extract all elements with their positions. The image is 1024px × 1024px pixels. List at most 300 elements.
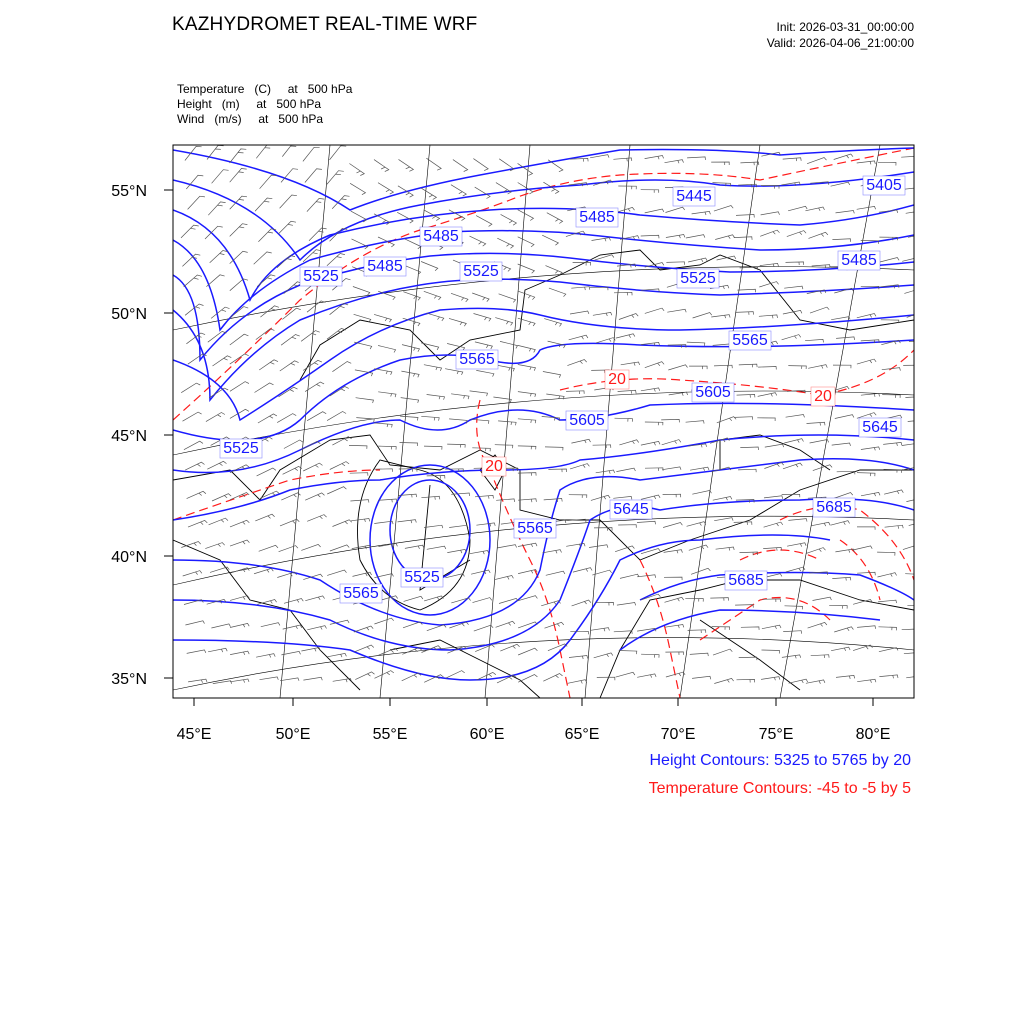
wind-barb — [614, 631, 632, 634]
wind-barb — [713, 497, 732, 501]
wind-barb — [615, 418, 633, 422]
wind-barb — [758, 393, 777, 397]
wind-barb — [784, 439, 803, 443]
wind-barb — [301, 331, 320, 342]
wind-barb — [877, 552, 895, 556]
wind-barb — [569, 335, 588, 340]
wind-barb — [741, 627, 759, 630]
wind-barb — [474, 314, 491, 322]
wind-barb — [829, 605, 847, 608]
lat-tick: 40°N — [111, 549, 147, 566]
height-contour-label: 5645 — [862, 419, 898, 436]
height-contour-label: 5565 — [459, 351, 495, 368]
wind-barb — [710, 598, 728, 601]
wind-barb — [400, 443, 418, 447]
wind-barb — [573, 568, 592, 572]
wind-barb — [332, 196, 349, 209]
lat-tick: 45°N — [111, 428, 147, 445]
wind-barb — [857, 359, 876, 364]
height-contour-label: 5565 — [343, 585, 379, 602]
wind-barb — [879, 675, 898, 678]
wind-barb — [303, 463, 322, 471]
wind-barb — [572, 600, 591, 606]
wind-barb — [836, 211, 855, 214]
wind-barb — [212, 170, 229, 184]
wind-barb — [402, 673, 421, 681]
wind-barb — [690, 467, 709, 471]
wind-barb — [645, 156, 664, 160]
wind-barb — [595, 602, 613, 605]
wind-barb — [805, 339, 823, 342]
wind-barb — [518, 446, 536, 450]
wind-barb — [476, 216, 492, 227]
wind-barb — [662, 440, 681, 445]
wind-barb — [736, 215, 754, 218]
wind-barb — [786, 567, 805, 572]
wind-barb — [589, 545, 608, 548]
wind-barb — [543, 550, 562, 554]
wind-barb — [258, 229, 276, 242]
wind-barb — [692, 676, 711, 679]
wind-barb — [327, 328, 346, 339]
wind-barb — [757, 418, 775, 421]
wind-barb — [471, 419, 489, 424]
wind-barb — [518, 648, 537, 655]
wind-barb — [764, 496, 783, 499]
wind-barb — [788, 206, 807, 211]
wind-barb — [645, 308, 664, 313]
wind-barb — [301, 544, 320, 550]
wind-barb — [784, 286, 803, 289]
wind-barb — [597, 677, 615, 680]
wind-barb — [714, 678, 733, 683]
wind-barb — [307, 198, 324, 211]
wind-barb — [882, 395, 900, 398]
temperature-legend: Temperature Contours: -45 to -5 by 5 — [648, 780, 911, 797]
wind-barb — [403, 318, 420, 326]
wind-barb — [230, 540, 249, 546]
wind-barb — [566, 391, 584, 394]
wind-barb — [475, 342, 493, 349]
wind-barb — [692, 211, 711, 215]
wind-barb — [591, 495, 610, 500]
wind-barb — [664, 550, 683, 554]
wind-barb — [303, 677, 322, 680]
wind-barb — [836, 675, 855, 679]
wind-barb — [806, 680, 825, 684]
wind-barb — [546, 266, 563, 275]
height-contour-label: 5525 — [463, 263, 499, 280]
wind-barb — [283, 466, 302, 474]
wind-barb — [301, 648, 320, 652]
wind-barb — [832, 239, 850, 242]
wind-barb — [205, 226, 223, 239]
wind-barb — [788, 519, 807, 522]
wind-barb — [688, 258, 707, 262]
wind-barb — [301, 441, 320, 450]
wind-barb — [687, 342, 705, 346]
wind-barb — [861, 393, 880, 396]
wind-barb — [641, 388, 660, 392]
chart-title: KAZHYDROMET REAL-TIME WRF — [172, 14, 478, 35]
wind-barb — [739, 364, 757, 367]
wind-barb — [518, 183, 533, 194]
wind-barb — [853, 546, 872, 550]
wind-barb — [786, 415, 805, 418]
wind-barb — [405, 239, 421, 249]
wind-barb — [333, 679, 352, 683]
wind-barb — [426, 158, 441, 170]
wind-barb — [327, 487, 346, 494]
wind-barb — [327, 570, 346, 575]
wind-barb — [740, 162, 758, 165]
temperature-contour-label: 20 — [485, 458, 503, 475]
wind-barb — [424, 446, 442, 450]
wind-barb — [427, 395, 445, 400]
wind-barb — [283, 625, 302, 629]
wind-barb — [662, 467, 681, 470]
wind-barb — [305, 596, 324, 601]
wind-barb — [374, 618, 393, 624]
wind-barb — [427, 313, 444, 321]
wind-barb — [758, 367, 776, 370]
height-legend: Height Contours: 5325 to 5765 by 20 — [649, 752, 911, 769]
wind-barb — [618, 186, 636, 189]
wind-barb — [208, 202, 225, 215]
wind-barb — [453, 160, 468, 172]
wind-barb — [619, 440, 638, 445]
wind-barb — [666, 672, 685, 677]
wind-barb — [518, 365, 536, 371]
wind-barb — [401, 398, 419, 403]
wind-barb — [186, 175, 203, 189]
wind-barb — [593, 312, 612, 316]
wind-barb — [834, 154, 853, 160]
wind-barb — [354, 314, 371, 322]
wind-barb — [645, 362, 664, 368]
wind-barb — [861, 492, 880, 496]
wind-barb — [714, 206, 733, 212]
wind-barb — [878, 600, 897, 603]
wind-barb — [906, 498, 925, 502]
wind-barb — [734, 237, 752, 240]
wind-barb — [714, 365, 732, 368]
wind-barb — [185, 462, 204, 470]
height-contour-label: 5525 — [303, 268, 339, 285]
wind-barb — [711, 315, 730, 319]
wind-barb — [284, 440, 303, 449]
wind-barb — [495, 445, 513, 449]
wind-barb — [230, 382, 249, 392]
wind-barb — [181, 225, 199, 238]
wind-barb — [567, 360, 586, 366]
wind-barb — [834, 627, 853, 632]
wind-barb — [309, 228, 327, 241]
height-contour-label: 5525 — [404, 569, 440, 586]
wind-barb — [616, 334, 635, 338]
wind-barb — [571, 439, 590, 443]
wind-barb — [902, 443, 921, 446]
wind-barb — [349, 164, 364, 176]
wind-barb — [277, 414, 296, 423]
wind-barb — [786, 262, 804, 265]
wind-barb — [280, 519, 299, 526]
wind-barb — [255, 514, 274, 521]
wind-barb — [857, 161, 876, 165]
wind-barb — [447, 444, 465, 448]
wind-barb — [518, 345, 536, 352]
wind-barb — [184, 275, 202, 287]
wind-barb — [257, 468, 276, 476]
wind-barb — [401, 371, 419, 377]
wind-barb — [759, 315, 778, 318]
wind-barb — [476, 523, 495, 527]
wind-barb — [181, 383, 200, 393]
wind-barb — [808, 365, 827, 369]
wind-barb — [614, 292, 632, 295]
height-contour-label: 5525 — [223, 440, 259, 457]
wind-barb — [499, 294, 516, 303]
wind-barb — [641, 235, 659, 238]
wind-barb — [476, 370, 494, 376]
temperature-contours — [173, 148, 914, 698]
wind-barb — [424, 596, 443, 601]
wind-barb — [909, 521, 928, 526]
temperature-contour-label: 20 — [814, 388, 832, 405]
wind-barb — [663, 494, 681, 497]
wind-barb — [258, 414, 277, 423]
wind-barb — [641, 441, 660, 445]
wind-barb — [279, 546, 298, 552]
wind-barb — [281, 335, 300, 346]
valid-time: Valid: 2026-04-06_21:00:00 — [766, 36, 914, 50]
wind-barb — [570, 311, 589, 314]
wind-barb — [378, 446, 396, 450]
wind-barb — [187, 650, 206, 654]
wind-barb — [857, 679, 876, 683]
lat-tick: 35°N — [111, 671, 147, 688]
wind-barb — [403, 292, 420, 301]
coastlines-borders — [173, 250, 914, 698]
wind-barb — [903, 544, 922, 550]
wind-barb — [500, 341, 518, 348]
wind-barb — [592, 238, 611, 242]
wind-barb — [260, 175, 277, 189]
wind-barb — [350, 500, 369, 503]
wind-barb — [759, 282, 778, 287]
wind-barb — [280, 195, 297, 208]
wind-barb — [885, 525, 904, 529]
wind-barb — [230, 651, 249, 655]
wind-barb — [546, 571, 565, 575]
wind-barb — [475, 187, 490, 198]
wind-barb — [303, 360, 322, 370]
wind-barb — [353, 287, 370, 296]
wind-barb — [230, 596, 249, 601]
wind-barb — [518, 473, 536, 476]
wind-barb — [789, 679, 808, 683]
wind-barb — [188, 520, 207, 527]
wind-barb — [184, 441, 203, 450]
wind-barb — [686, 421, 705, 424]
wind-barb — [470, 236, 486, 246]
wind-barb — [782, 335, 801, 340]
wind-barb — [788, 366, 806, 369]
wind-barb — [595, 255, 614, 260]
wind-barb — [500, 644, 519, 651]
wind-barb — [378, 392, 396, 397]
height-contour-label: 5485 — [841, 252, 877, 269]
wind-barb — [518, 570, 537, 574]
wind-barb — [617, 603, 636, 606]
wind-barb — [257, 600, 276, 605]
wind-barb — [737, 289, 755, 292]
wind-barb — [692, 490, 711, 494]
wind-barb — [207, 461, 226, 469]
wind-barb — [714, 518, 733, 521]
wind-barb — [449, 318, 466, 326]
wind-barb — [230, 493, 249, 500]
wind-barb — [327, 171, 344, 185]
wind-barb — [518, 419, 536, 423]
wind-barb — [591, 628, 610, 632]
wind-barb — [255, 383, 274, 393]
wind-barb — [518, 675, 537, 683]
wind-barb — [256, 654, 275, 658]
wind-barb — [783, 158, 802, 161]
wind-barb — [761, 212, 780, 215]
wind-barb — [810, 440, 829, 444]
wind-barb — [547, 213, 563, 224]
wind-barb — [374, 369, 392, 375]
wind-barb — [496, 499, 514, 502]
wind-barb — [518, 237, 534, 247]
wind-barb — [909, 341, 927, 345]
wind-barb — [831, 521, 850, 526]
wind-barb — [740, 447, 758, 450]
wind-barb — [619, 651, 637, 655]
wind-barb — [832, 443, 851, 446]
wind-barb — [185, 621, 204, 625]
wind-barb — [474, 625, 493, 631]
wind-barb — [906, 211, 925, 214]
wind-barb — [857, 527, 875, 530]
wind-barb — [616, 672, 635, 677]
wind-barb — [210, 251, 228, 263]
wind-barb — [209, 518, 228, 525]
wind-barb — [206, 413, 225, 422]
wind-barb — [686, 235, 705, 238]
wind-barb — [183, 412, 202, 421]
wind-barb — [424, 525, 443, 528]
wind-barb — [765, 444, 784, 447]
wind-barb — [687, 522, 706, 527]
wind-barb — [805, 207, 824, 211]
height-contour-label: 5485 — [423, 228, 459, 245]
wind-barb — [255, 198, 272, 211]
wind-barb — [737, 394, 755, 397]
wind-barb — [668, 365, 687, 370]
wind-barb — [570, 631, 588, 634]
wind-barb — [571, 287, 590, 290]
wind-barb — [568, 680, 587, 684]
wind-barb — [354, 626, 373, 632]
wind-barb — [616, 468, 635, 472]
wind-barb — [208, 648, 227, 652]
wind-barb — [666, 235, 685, 239]
wind-barb — [691, 568, 710, 574]
lon-tick: 80°E — [855, 726, 891, 743]
wind-barb — [878, 573, 897, 577]
wind-barb — [806, 548, 825, 554]
field-wind: Wind (m/s) at 500 hPa — [177, 112, 324, 126]
wind-barb — [738, 469, 756, 472]
wind-barb — [451, 185, 466, 196]
wind-barb — [230, 169, 247, 183]
lon-tick: 65°E — [564, 726, 600, 743]
wind-barb — [542, 235, 558, 245]
lat-tick: 55°N — [111, 183, 147, 200]
wind-barb — [424, 291, 441, 300]
wind-barb — [667, 309, 686, 312]
wind-barb — [570, 464, 589, 469]
wind-barb — [907, 312, 926, 318]
wind-barb — [645, 422, 663, 425]
wind-barb — [424, 365, 442, 371]
wind-barb — [518, 543, 537, 547]
wind-barb — [303, 147, 320, 161]
wind-barb — [857, 413, 876, 419]
wind-barb — [620, 574, 639, 578]
wind-barb — [473, 598, 492, 603]
wind-barb — [421, 496, 439, 499]
wind-barb — [566, 543, 585, 547]
wind-barb — [762, 650, 780, 654]
wind-barb — [378, 499, 397, 502]
wind-barb — [494, 576, 513, 580]
wind-barb — [543, 674, 562, 682]
wind-barb — [351, 519, 370, 522]
wind-barb — [280, 361, 299, 371]
wind-barb — [666, 207, 685, 212]
wind-barb — [711, 162, 729, 165]
wind-barb — [594, 653, 613, 658]
wind-barb — [277, 256, 295, 268]
wind-barb — [230, 149, 247, 163]
wind-barb — [808, 622, 827, 628]
wind-barb — [230, 568, 249, 573]
wind-barb — [570, 158, 588, 161]
wind-barb — [615, 546, 634, 552]
wind-barb — [760, 263, 779, 266]
wind-barb — [374, 314, 391, 322]
wind-barb — [689, 366, 707, 369]
wind-barb — [807, 158, 826, 164]
wind-barb — [835, 549, 854, 553]
wind-barb — [375, 671, 394, 679]
wind-barb — [518, 291, 535, 300]
wind-barb — [903, 365, 921, 368]
wind-barb — [613, 496, 632, 499]
wind-barb — [831, 317, 850, 320]
wind-barb — [641, 495, 660, 499]
wind-barb — [254, 252, 272, 264]
wind-barb — [327, 412, 346, 421]
wind-barb — [280, 678, 299, 681]
init-time: Init: 2026-03-31_00:00:00 — [776, 20, 914, 34]
wind-barb — [281, 493, 300, 500]
wind-barb — [593, 445, 611, 448]
